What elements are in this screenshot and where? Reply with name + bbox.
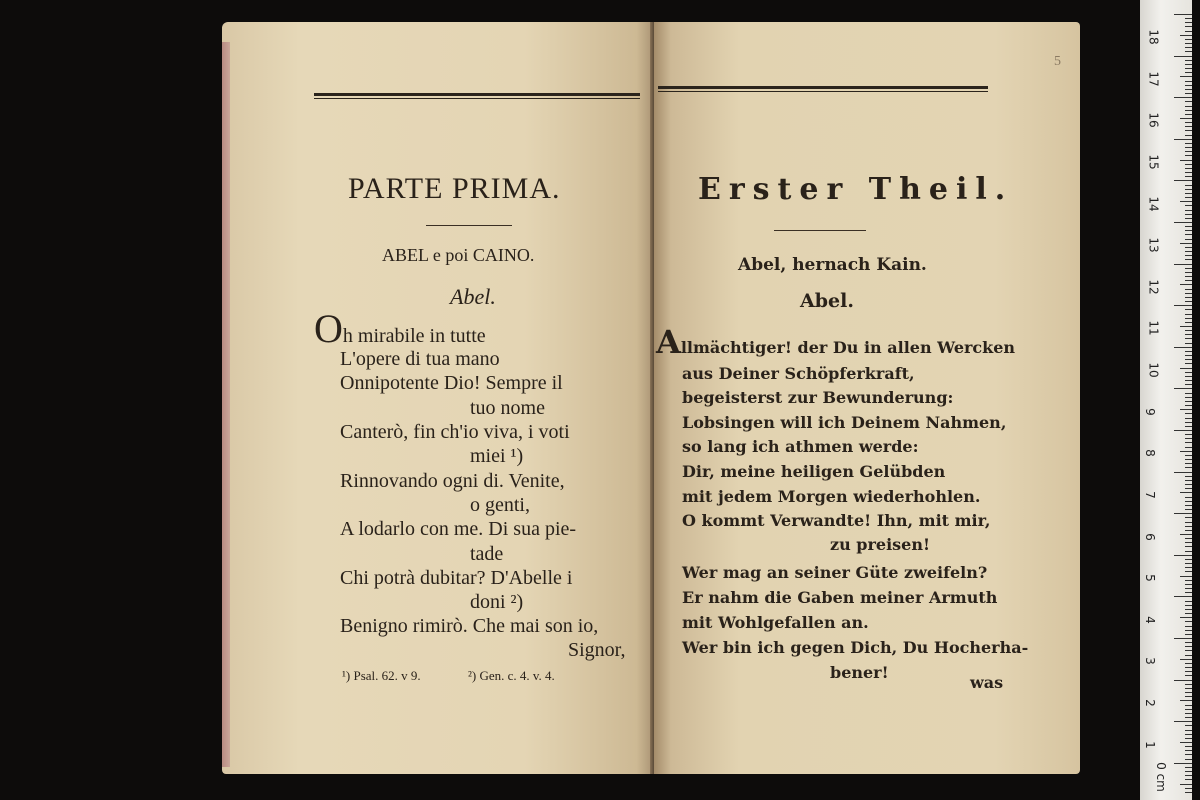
ruler-tick xyxy=(1185,667,1192,668)
ruler-tick xyxy=(1185,538,1192,539)
left-page xyxy=(222,22,654,774)
title-divider xyxy=(774,230,866,231)
ruler-tick xyxy=(1185,205,1192,206)
ruler-tick xyxy=(1185,775,1192,776)
ruler-tick xyxy=(1185,197,1192,198)
verse-line: tade xyxy=(470,543,504,565)
verse-line: Lobsingen will ich Deinem Nahmen, xyxy=(682,413,1007,432)
ruler-tick xyxy=(1185,517,1192,518)
ruler-tick xyxy=(1185,322,1192,323)
ruler-tick xyxy=(1185,442,1192,443)
ruler-tick xyxy=(1185,413,1192,414)
ruler-tick xyxy=(1185,767,1192,768)
ruler-tick xyxy=(1185,239,1192,240)
ruler-tick xyxy=(1180,659,1192,660)
ruler-tick xyxy=(1185,39,1192,40)
ruler-tick xyxy=(1185,93,1192,94)
ruler-tick xyxy=(1174,555,1192,556)
verse-line-first xyxy=(656,323,1016,361)
ruler-tick xyxy=(1180,160,1192,161)
ruler-tick xyxy=(1185,746,1192,747)
ruler-tick xyxy=(1180,76,1192,77)
ruler-tick xyxy=(1185,343,1192,344)
ruler-tick xyxy=(1180,700,1192,701)
ruler-tick xyxy=(1174,222,1192,223)
ruler-tick xyxy=(1185,218,1192,219)
ruler-tick xyxy=(1185,621,1192,622)
ruler-tick xyxy=(1185,372,1192,373)
ruler-tick xyxy=(1185,330,1192,331)
ruler-tick xyxy=(1185,571,1192,572)
ruler-tick xyxy=(1185,671,1192,672)
ruler-tick xyxy=(1185,484,1192,485)
ruler-tick xyxy=(1185,630,1192,631)
ruler-tick xyxy=(1185,717,1192,718)
ruler-number: 4 xyxy=(1142,616,1157,624)
ruler-tick xyxy=(1185,401,1192,402)
ruler-tick xyxy=(1180,617,1192,618)
ruler-tick xyxy=(1185,730,1192,731)
ruler-tick xyxy=(1185,289,1192,290)
ruler-tick xyxy=(1185,646,1192,647)
ruler-tick xyxy=(1174,305,1192,306)
speaker-name: Abel. xyxy=(450,284,496,309)
ruler-tick xyxy=(1185,725,1192,726)
ruler-tick xyxy=(1185,26,1192,27)
verse-line: so lang ich athmen werde: xyxy=(682,437,919,456)
ruler-tick xyxy=(1185,60,1192,61)
page-title: PARTE PRIMA. xyxy=(348,172,561,205)
ruler-tick xyxy=(1185,675,1192,676)
ruler-number: 6 xyxy=(1142,533,1157,541)
ruler-number: 0 cm xyxy=(1153,762,1168,792)
verse-line: Benigno rimirò. Che mai son io, xyxy=(340,615,599,637)
ruler-tick xyxy=(1185,230,1192,231)
ruler-tick xyxy=(1180,492,1192,493)
ruler-tick xyxy=(1185,334,1192,335)
ruler-tick xyxy=(1185,476,1192,477)
ruler-tick xyxy=(1180,576,1192,577)
ruler-tick xyxy=(1174,721,1192,722)
ruler-tick xyxy=(1185,234,1192,235)
ruler-tick xyxy=(1185,280,1192,281)
ruler-tick xyxy=(1185,530,1192,531)
ruler-tick xyxy=(1185,380,1192,381)
ruler-tick xyxy=(1185,309,1192,310)
footnote: ²) Gen. c. 4. v. 4. xyxy=(468,668,555,683)
ruler-tick xyxy=(1174,680,1192,681)
ruler-number: 7 xyxy=(1142,491,1157,499)
ruler-tick xyxy=(1185,609,1192,610)
ruler-tick xyxy=(1185,18,1192,19)
ruler-number: 3 xyxy=(1142,657,1157,665)
ruler-tick xyxy=(1185,355,1192,356)
ruler-tick xyxy=(1185,613,1192,614)
ruler-tick xyxy=(1185,210,1192,211)
verse-line: doni ²) xyxy=(470,591,524,613)
ruler-tick xyxy=(1174,638,1192,639)
ruler-tick xyxy=(1174,347,1192,348)
ruler-tick xyxy=(1185,788,1192,789)
ruler-tick xyxy=(1185,168,1192,169)
page-number: 5 xyxy=(1054,54,1061,69)
ruler-tick xyxy=(1185,31,1192,32)
roles-heading: Abel, hernach Kain. xyxy=(738,255,927,275)
ruler-tick xyxy=(1185,106,1192,107)
ruler-tick xyxy=(1174,430,1192,431)
ruler-tick xyxy=(1185,297,1192,298)
ruler-tick xyxy=(1185,467,1192,468)
ruler-number: 11 xyxy=(1146,320,1161,336)
verse-line: Wer mag an seiner Güte zweifeln? xyxy=(682,563,988,582)
ruler-tick xyxy=(1185,542,1192,543)
ruler-tick xyxy=(1185,642,1192,643)
verse-line: mit jedem Morgen wiederhohlen. xyxy=(682,487,981,506)
ruler-tick xyxy=(1185,276,1192,277)
ruler-tick xyxy=(1185,713,1192,714)
ruler-tick xyxy=(1174,56,1192,57)
ruler-tick xyxy=(1180,243,1192,244)
ruler-tick xyxy=(1185,193,1192,194)
ruler-tick xyxy=(1185,68,1192,69)
ruler-tick xyxy=(1180,451,1192,452)
roles-heading: ABEL e poi CAINO. xyxy=(382,245,535,265)
ruler-tick xyxy=(1180,742,1192,743)
ruler-tick xyxy=(1185,792,1192,793)
ruler-tick xyxy=(1185,81,1192,82)
ruler-tick xyxy=(1174,472,1192,473)
ruler-tick xyxy=(1185,559,1192,560)
ruler-tick xyxy=(1185,709,1192,710)
ruler-tick xyxy=(1185,601,1192,602)
ruler-tick xyxy=(1185,750,1192,751)
ruler-tick xyxy=(1174,264,1192,265)
header-rule xyxy=(314,93,640,99)
ruler-tick xyxy=(1185,72,1192,73)
footnote: ¹) Psal. 62. v 9. xyxy=(342,668,421,683)
ruler-tick xyxy=(1185,110,1192,111)
verse-line: A lodarlo con me. Di sua pie- xyxy=(340,518,577,540)
ruler-tick xyxy=(1185,509,1192,510)
ruler-tick xyxy=(1180,534,1192,535)
ruler-tick xyxy=(1185,563,1192,564)
ruler-tick xyxy=(1185,584,1192,585)
ruler-number: 10 xyxy=(1146,362,1161,378)
ruler-tick xyxy=(1185,459,1192,460)
catchword: was xyxy=(970,673,1004,692)
ruler-tick xyxy=(1185,272,1192,273)
ruler-tick xyxy=(1185,176,1192,177)
drop-cap: O xyxy=(314,306,343,351)
ruler-tick xyxy=(1185,692,1192,693)
ruler-tick xyxy=(1185,189,1192,190)
ruler-tick xyxy=(1185,588,1192,589)
ruler-tick xyxy=(1185,501,1192,502)
page-edge xyxy=(222,42,230,767)
ruler-tick xyxy=(1174,388,1192,389)
verse-line: Wer bin ich gegen Dich, Du Hocherha- xyxy=(682,638,1029,657)
ruler-number: 1 xyxy=(1142,741,1157,749)
verse-line: Dir, meine heiligen Gelübden xyxy=(682,462,946,481)
verse-line: Onnipotente Dio! Sempre il xyxy=(340,372,563,394)
ruler-tick xyxy=(1185,301,1192,302)
ruler-tick xyxy=(1185,268,1192,269)
ruler-tick xyxy=(1185,164,1192,165)
ruler-number: 16 xyxy=(1146,112,1161,128)
ruler-tick xyxy=(1185,684,1192,685)
ruler-tick xyxy=(1185,567,1192,568)
ruler-tick xyxy=(1185,759,1192,760)
ruler-tick xyxy=(1185,626,1192,627)
ruler-number: 8 xyxy=(1142,449,1157,457)
ruler-tick xyxy=(1185,130,1192,131)
verse-line: o genti, xyxy=(470,494,530,516)
open-book xyxy=(222,22,1080,774)
ruler-tick xyxy=(1185,505,1192,506)
verse-line: Rinnovando ogni di. Venite, xyxy=(340,470,565,492)
page-title: Erster Theil. xyxy=(698,172,1014,207)
ruler-tick xyxy=(1185,738,1192,739)
ruler-tick xyxy=(1174,763,1192,764)
ruler-tick xyxy=(1185,426,1192,427)
ruler-tick xyxy=(1185,376,1192,377)
verse-text: llmächtiger! der Du in allen Wercken xyxy=(680,338,1016,357)
ruler-tick xyxy=(1185,497,1192,498)
ruler-number: 9 xyxy=(1142,408,1157,416)
ruler-tick xyxy=(1185,779,1192,780)
ruler-tick xyxy=(1180,118,1192,119)
ruler-tick xyxy=(1185,251,1192,252)
verse-line: Signor, xyxy=(568,639,626,661)
ruler-tick xyxy=(1185,384,1192,385)
ruler-tick xyxy=(1174,14,1192,15)
ruler-tick xyxy=(1185,359,1192,360)
ruler-tick xyxy=(1185,247,1192,248)
header-rule xyxy=(658,86,988,92)
ruler-tick xyxy=(1180,326,1192,327)
ruler-tick xyxy=(1185,172,1192,173)
ruler-tick xyxy=(1185,255,1192,256)
ruler-tick xyxy=(1185,734,1192,735)
ruler-tick xyxy=(1185,214,1192,215)
ruler-tick xyxy=(1180,784,1192,785)
verse-line: bener! xyxy=(830,663,889,682)
ruler-tick xyxy=(1185,771,1192,772)
ruler-tick xyxy=(1185,488,1192,489)
ruler-tick xyxy=(1185,338,1192,339)
ruler-tick xyxy=(1185,293,1192,294)
ruler-number: 15 xyxy=(1146,154,1161,170)
ruler-tick xyxy=(1185,405,1192,406)
verse-line-first xyxy=(314,306,486,351)
ruler-tick xyxy=(1174,139,1192,140)
ruler-tick xyxy=(1185,143,1192,144)
ruler-tick xyxy=(1185,363,1192,364)
verse-line: miei ¹) xyxy=(470,445,524,467)
ruler-tick xyxy=(1185,64,1192,65)
ruler-tick xyxy=(1185,580,1192,581)
ruler-tick xyxy=(1185,318,1192,319)
ruler-tick xyxy=(1185,43,1192,44)
ruler-tick xyxy=(1174,513,1192,514)
ruler-tick xyxy=(1185,696,1192,697)
verse-line: begeisterst zur Bewunderung: xyxy=(682,388,954,407)
ruler-number: 12 xyxy=(1146,279,1161,295)
ruler-tick xyxy=(1185,135,1192,136)
title-divider xyxy=(426,225,512,226)
ruler-tick xyxy=(1185,22,1192,23)
ruler-tick xyxy=(1185,551,1192,552)
ruler-tick xyxy=(1185,126,1192,127)
ruler-tick xyxy=(1185,463,1192,464)
measuring-ruler xyxy=(1140,0,1192,800)
ruler-tick xyxy=(1185,89,1192,90)
ruler-number: 17 xyxy=(1146,71,1161,87)
ruler-tick xyxy=(1185,101,1192,102)
ruler-tick xyxy=(1185,480,1192,481)
ruler-tick xyxy=(1185,434,1192,435)
verse-line: tuo nome xyxy=(470,397,545,419)
drop-cap: A xyxy=(656,323,681,361)
verse-line: O kommt Verwandte! Ihn, mit mir, xyxy=(682,511,991,530)
ruler-tick xyxy=(1185,447,1192,448)
ruler-tick xyxy=(1185,418,1192,419)
ruler-tick xyxy=(1174,596,1192,597)
ruler-tick xyxy=(1185,259,1192,260)
speaker-name: Abel. xyxy=(800,290,854,312)
ruler-tick xyxy=(1185,114,1192,115)
verse-line: Er nahm die Gaben meiner Armuth xyxy=(682,588,998,607)
verse-line: mit Wohlgefallen an. xyxy=(682,613,869,632)
ruler-number: 14 xyxy=(1146,196,1161,212)
verse-line: Canterò, fin ch'io viva, i voti xyxy=(340,421,570,443)
verse-text: h mirabile in tutte xyxy=(342,325,486,347)
ruler-tick xyxy=(1185,155,1192,156)
ruler-tick xyxy=(1185,605,1192,606)
ruler-tick xyxy=(1185,314,1192,315)
ruler-tick xyxy=(1185,634,1192,635)
ruler-tick xyxy=(1180,35,1192,36)
ruler-number: 18 xyxy=(1146,29,1161,45)
ruler-tick xyxy=(1185,47,1192,48)
ruler-tick xyxy=(1185,705,1192,706)
ruler-tick xyxy=(1174,97,1192,98)
ruler-tick xyxy=(1185,51,1192,52)
ruler-tick xyxy=(1185,147,1192,148)
ruler-tick xyxy=(1185,655,1192,656)
ruler-tick xyxy=(1174,180,1192,181)
ruler-tick xyxy=(1185,592,1192,593)
ruler-tick xyxy=(1185,526,1192,527)
ruler-tick xyxy=(1180,368,1192,369)
ruler-tick xyxy=(1185,351,1192,352)
ruler-tick xyxy=(1185,546,1192,547)
ruler-tick xyxy=(1185,151,1192,152)
verse-line: L'opere di tua mano xyxy=(340,348,500,370)
right-page xyxy=(654,22,1080,774)
ruler-number: 2 xyxy=(1142,699,1157,707)
ruler-tick xyxy=(1185,226,1192,227)
verse-line: aus Deiner Schöpferkraft, xyxy=(682,364,915,383)
ruler-number: 5 xyxy=(1142,574,1157,582)
ruler-tick xyxy=(1185,422,1192,423)
ruler-tick xyxy=(1185,438,1192,439)
ruler-tick xyxy=(1185,393,1192,394)
ruler-tick xyxy=(1185,650,1192,651)
ruler-tick xyxy=(1180,201,1192,202)
ruler-tick xyxy=(1185,397,1192,398)
ruler-tick xyxy=(1180,409,1192,410)
ruler-tick xyxy=(1185,663,1192,664)
ruler-number: 13 xyxy=(1146,237,1161,253)
ruler-tick xyxy=(1185,122,1192,123)
ruler-tick xyxy=(1185,455,1192,456)
ruler-tick xyxy=(1185,522,1192,523)
ruler-tick xyxy=(1185,185,1192,186)
ruler-tick xyxy=(1185,754,1192,755)
ruler-tick xyxy=(1185,85,1192,86)
verse-line: zu preisen! xyxy=(830,535,931,554)
ruler-tick xyxy=(1185,688,1192,689)
ruler-tick xyxy=(1180,284,1192,285)
verse-line: Chi potrà dubitar? D'Abelle i xyxy=(340,567,573,589)
